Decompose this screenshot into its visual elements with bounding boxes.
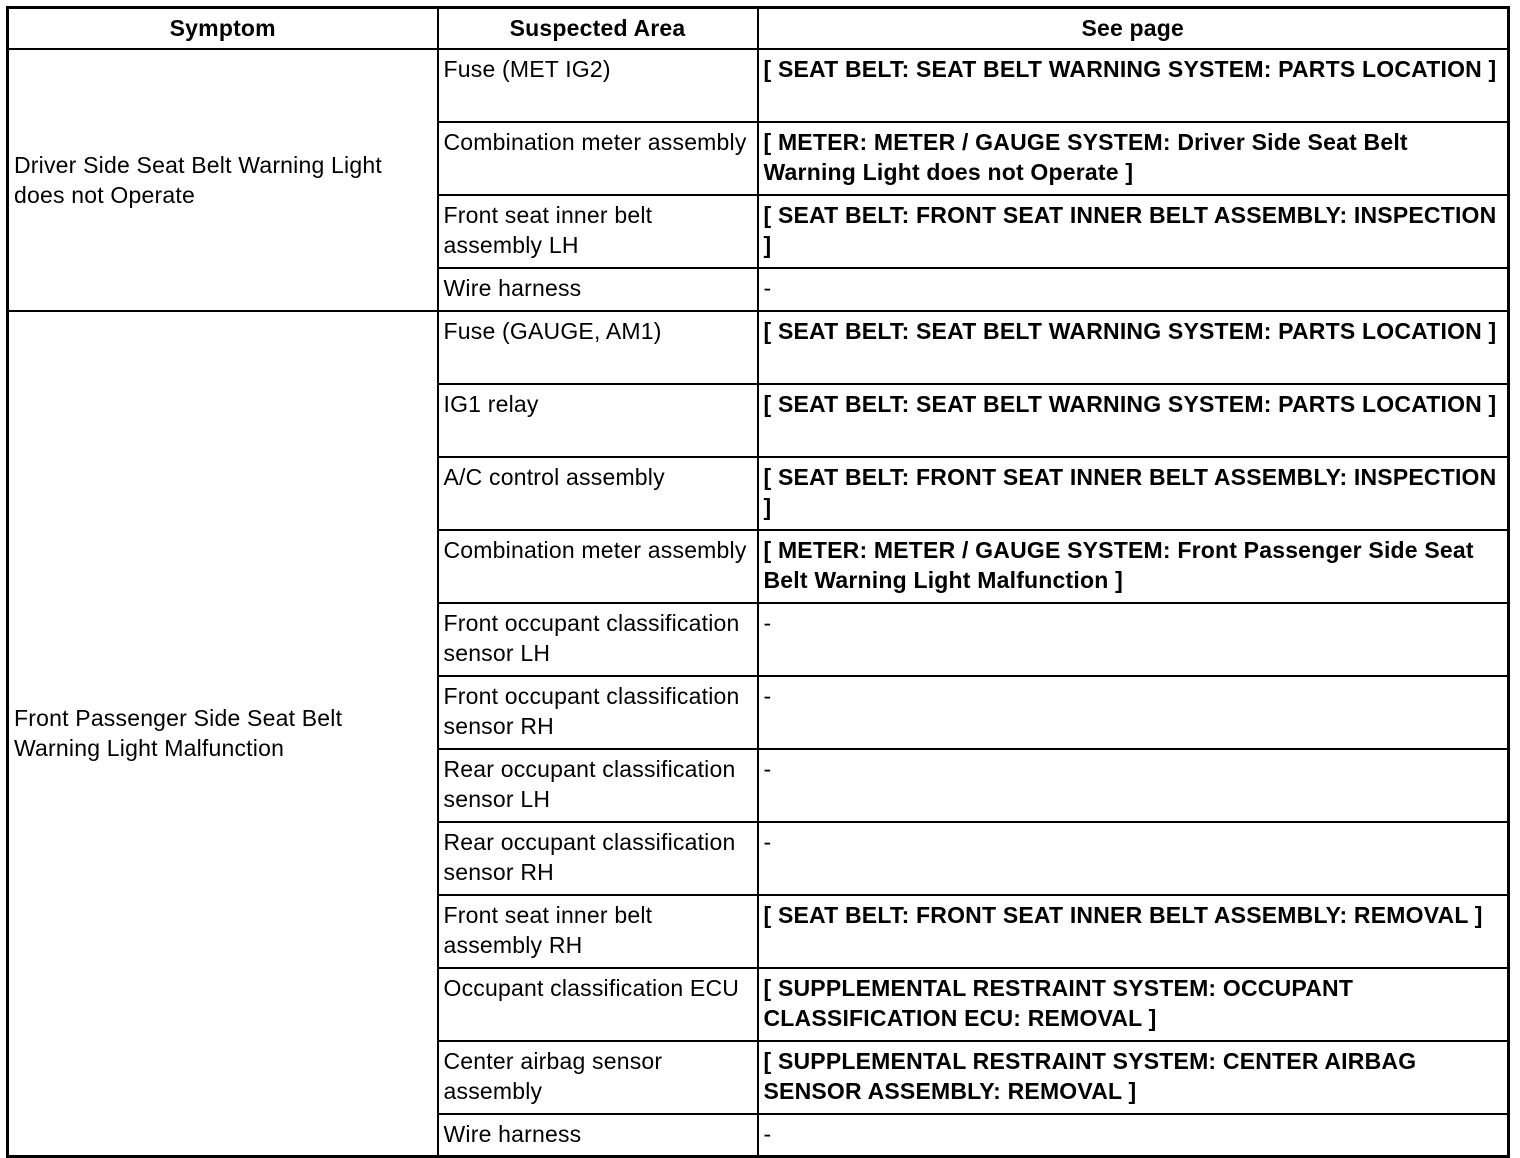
- suspected-area-cell: Front seat inner belt assembly LH: [438, 195, 758, 268]
- suspected-area-cell: Wire harness: [438, 1114, 758, 1157]
- symptom-cell: Driver Side Seat Belt Warning Light does not Operate: [8, 49, 438, 311]
- see-page-link[interactable]: [ SEAT BELT: SEAT BELT WARNING SYSTEM: PARTS LOCATION ]: [758, 311, 1509, 384]
- see-page-cell: -: [758, 268, 1509, 311]
- see-page-link[interactable]: [ SUPPLEMENTAL RESTRAINT SYSTEM: OCCUPANT CLASSIFICATION ECU: REMOVAL ]: [758, 968, 1509, 1041]
- suspected-area-cell: Combination meter assembly: [438, 122, 758, 195]
- suspected-area-cell: Rear occupant classification sensor LH: [438, 749, 758, 822]
- header-suspected-area: Suspected Area: [438, 8, 758, 49]
- header-see-page: See page: [758, 8, 1509, 49]
- suspected-area-cell: Fuse (MET IG2): [438, 49, 758, 122]
- see-page-cell: -: [758, 676, 1509, 749]
- suspected-area-cell: Center airbag sensor assembly: [438, 1041, 758, 1114]
- suspected-area-cell: A/C control assembly: [438, 457, 758, 530]
- header-symptom: Symptom: [8, 8, 438, 49]
- suspected-area-cell: Front occupant classification sensor RH: [438, 676, 758, 749]
- suspected-area-cell: Wire harness: [438, 268, 758, 311]
- see-page-link[interactable]: [ SEAT BELT: SEAT BELT WARNING SYSTEM: PARTS LOCATION ]: [758, 384, 1509, 457]
- see-page-link[interactable]: [ METER: METER / GAUGE SYSTEM: Driver Side Seat Belt Warning Light does not Operate ]: [758, 122, 1509, 195]
- table-row: [8, 49, 1509, 122]
- see-page-cell: -: [758, 603, 1509, 676]
- see-page-link[interactable]: [ SUPPLEMENTAL RESTRAINT SYSTEM: CENTER AIRBAG SENSOR ASSEMBLY: REMOVAL ]: [758, 1041, 1509, 1114]
- see-page-cell: -: [758, 822, 1509, 895]
- header-row: [8, 8, 1509, 49]
- see-page-link[interactable]: [ SEAT BELT: SEAT BELT WARNING SYSTEM: PARTS LOCATION ]: [758, 49, 1509, 122]
- suspected-area-cell: Front occupant classification sensor LH: [438, 603, 758, 676]
- table-row: [8, 311, 1509, 384]
- see-page-link[interactable]: [ SEAT BELT: FRONT SEAT INNER BELT ASSEMBLY: REMOVAL ]: [758, 895, 1509, 968]
- see-page-link[interactable]: [ METER: METER / GAUGE SYSTEM: Front Passenger Side Seat Belt Warning Light Malfunction ]: [758, 530, 1509, 603]
- see-page-cell: -: [758, 749, 1509, 822]
- suspected-area-cell: Occupant classification ECU: [438, 968, 758, 1041]
- suspected-area-cell: Front seat inner belt assembly RH: [438, 895, 758, 968]
- symptom-table: [6, 6, 1510, 1158]
- see-page-link[interactable]: [ SEAT BELT: FRONT SEAT INNER BELT ASSEMBLY: INSPECTION ]: [758, 195, 1509, 268]
- see-page-link[interactable]: [ SEAT BELT: FRONT SEAT INNER BELT ASSEMBLY: INSPECTION ]: [758, 457, 1509, 530]
- symptom-cell: Front Passenger Side Seat Belt Warning Light Malfunction: [8, 311, 438, 1157]
- suspected-area-cell: Combination meter assembly: [438, 530, 758, 603]
- suspected-area-cell: IG1 relay: [438, 384, 758, 457]
- see-page-cell: -: [758, 1114, 1509, 1157]
- suspected-area-cell: Rear occupant classification sensor RH: [438, 822, 758, 895]
- suspected-area-cell: Fuse (GAUGE, AM1): [438, 311, 758, 384]
